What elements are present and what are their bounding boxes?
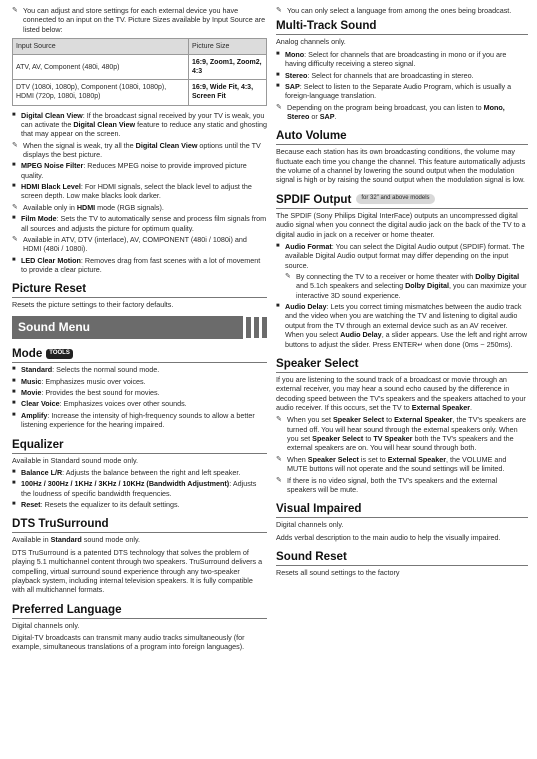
square-bullet-icon: ■	[12, 111, 16, 118]
paragraph: Available in Standard sound mode only.	[12, 535, 140, 545]
paragraph: Available in Standard sound mode only.	[12, 455, 138, 465]
note	[12, 203, 267, 212]
paragraph: Digital channels only.	[276, 520, 344, 530]
section-heading-dts: DTS TruSurround	[12, 516, 267, 533]
note-pencil-icon: ✎	[276, 455, 282, 463]
square-bullet-icon: ■	[12, 377, 16, 384]
note	[276, 455, 528, 474]
decorative-stripe	[246, 317, 251, 338]
note-text: Available in ATV, DTV (interlace), AV, COMPONENT (480i / 1080i) and HDMI (480i / 1080i).	[23, 234, 247, 254]
left-column	[12, 6, 267, 655]
list-item-text: Clear Voice: Emphasizes voices over other sounds.	[21, 399, 187, 409]
note-pencil-icon: ✎	[276, 476, 282, 484]
note-text: Available only in HDMI mode (RGB signals).	[23, 202, 164, 212]
paragraph: The SPDIF (Sony Philips Digital InterFace) outputs an uncompressed digital audio signal when you connect the digital audio jack on the back of the TV to a digital audio in jack on a receiver or home theater.	[276, 210, 526, 239]
note-pencil-icon: ✎	[276, 416, 282, 424]
square-bullet-icon: ■	[12, 183, 16, 190]
note-pencil-icon: ✎	[12, 7, 18, 14]
table-cell: ATV, AV, Component (480i, 480p)	[13, 55, 189, 80]
note-pencil-icon: ✎	[12, 203, 18, 211]
paragraph: Because each station has its own broadcasting conditions, the volume may fluctuate each time you change the channel. This feature automatically adjusts the volume of a channel by lowering the sound output when the modulation signal is high or by raising the sound output when the modulation signal is low.	[276, 147, 526, 185]
square-bullet-icon: ■	[276, 50, 280, 57]
paragraph: Resets the picture settings to their factory defaults.	[12, 300, 174, 310]
list-item-text: SAP: Select to listen to the Separate Audio Program, which is usually a foreign-language translation.	[285, 81, 512, 101]
paragraph: Digital channels only.	[12, 620, 80, 630]
list-item	[276, 302, 528, 349]
note-pencil-icon: ✎	[276, 7, 282, 14]
note-text: Depending on the program being broadcast, you can listen to Mono, Stereo or SAP.	[287, 102, 505, 121]
paragraph: Adds verbal description to the main audio to help the visually impaired.	[276, 532, 501, 542]
list-item	[12, 365, 267, 374]
model-badge: for 32" and above models	[356, 194, 434, 204]
note-text: You can only select a language from among the ones being broadcast.	[287, 6, 512, 15]
list-item-text: Amplify: Increase the intensity of high-frequency sounds to allow a better listening experience for the hearing impaired.	[21, 410, 255, 430]
decorative-stripe	[254, 317, 259, 338]
square-bullet-icon: ■	[12, 501, 16, 508]
list-item-text: Mono: Select for channels that are broadcasting in mono or if you are having difficulty receiving a stereo signal.	[285, 49, 507, 69]
square-bullet-icon: ■	[276, 71, 280, 78]
table-cell: 16:9, Wide Fit, 4:3, Screen Fit	[189, 80, 267, 105]
section-heading-equalizer: Equalizer	[12, 437, 267, 454]
list-item-text: Movie: Provides the best sound for movies.	[21, 388, 160, 398]
paragraph: If you are listening to the sound track of a broadcast or movie through an external receiver, you may hear a sound echo caused by the difference in decoding speed between the TV's speakers and the speakers attached to your audio receiver. If this occurs, set the TV to External Speaker.	[276, 374, 526, 413]
table-header: Picture Size	[189, 39, 267, 55]
section-heading-speaker-select: Speaker Select	[276, 356, 528, 373]
note-pencil-icon: ✎	[276, 103, 282, 111]
square-bullet-icon: ■	[12, 389, 16, 396]
square-bullet-icon: ■	[276, 242, 280, 249]
decorative-stripe	[262, 317, 267, 338]
square-bullet-icon: ■	[12, 400, 16, 407]
list-item	[12, 256, 267, 275]
note	[12, 6, 267, 34]
list-item-text: 100Hz / 300Hz / 1KHz / 3KHz / 10KHz (Bandwidth Adjustment): Adjusts the loudness of specific bandwidth frequencies.	[21, 479, 257, 498]
section-heading-multi-track-sound: Multi-Track Sound	[276, 18, 528, 35]
list-item	[12, 411, 267, 430]
section-heading-picture-reset: Picture Reset	[12, 281, 267, 298]
right-column	[276, 6, 528, 580]
list-item-text: LED Clear Motion: Removes drag from fast scenes with a lot of movement to provide a clear picture.	[21, 255, 261, 274]
paragraph: Digital-TV broadcasts can transmit many audio tracks simultaneously (for example, simultaneous translations of a program into foreign languages).	[12, 633, 245, 652]
list-item	[12, 182, 267, 201]
list-item	[276, 242, 528, 270]
paragraph: Analog channels only.	[276, 37, 346, 47]
note-text: If there is no video signal, both the TV's speakers and the external speakers will be mute.	[287, 475, 498, 494]
list-item	[12, 161, 267, 180]
table-header-row	[13, 39, 267, 55]
note	[276, 415, 528, 452]
note-text: When you set Speaker Select to External Speaker, the TV's speakers are turned off. You will hear sound through the external speakers only. When you set Speaker Select to TV Speaker both the TV's speakers and the external speakers are on. You will hear sound through both.	[287, 415, 527, 453]
list-item-text: Balance L/R: Adjusts the balance between the right and left speaker.	[21, 467, 241, 477]
square-bullet-icon: ■	[12, 256, 16, 263]
list-item	[12, 468, 267, 477]
note	[285, 272, 528, 300]
picture-size-table	[12, 38, 267, 105]
table-row	[13, 55, 267, 80]
list-item	[276, 71, 528, 80]
square-bullet-icon: ■	[276, 82, 280, 89]
square-bullet-icon: ■	[12, 215, 16, 222]
list-item-text: Audio Delay: Lets you correct timing mismatches between the audio track and the video when you are watching the TV and listening to digital audio output from the TV through an external device such as an AV receiver. When you select Audio Delay, a slider appears. Use the left and right arrow buttons to adjust the slider. Press ENTER↵ when done (0ms ~ 250ms).	[285, 302, 528, 349]
list-item-text: HDMI Black Level: For HDMI signals, select the black level to adjust the screen depth. Low make blacks look darker.	[21, 182, 252, 201]
section-heading-visual-impaired: Visual Impaired	[276, 501, 528, 518]
note	[276, 476, 528, 495]
list-item	[276, 82, 528, 101]
note-text: When the signal is weak, try all the Digital Clean View options until the TV displays the best picture.	[23, 140, 261, 159]
list-item	[12, 479, 267, 498]
list-item-text: Music: Emphasizes music over voices.	[21, 376, 146, 386]
square-bullet-icon: ■	[12, 480, 16, 487]
list-item	[12, 214, 267, 233]
note	[12, 235, 267, 254]
list-item-text: Film Mode: Sets the TV to automatically sense and process film signals from all sources and adjusts the picture for optimum quality.	[21, 214, 267, 233]
note	[276, 6, 528, 15]
note-text: When Speaker Select is set to External Speaker, the VOLUME and MUTE buttons will not operate and the sound settings will be limited.	[287, 454, 507, 474]
section-heading-spdif-output: SPDIF Output for 32" and above models	[276, 192, 528, 209]
list-item-text: Reset: Resets the equalizer to its default settings.	[21, 500, 180, 510]
section-heading-auto-volume: Auto Volume	[276, 128, 528, 145]
list-item-text: Stereo: Select for channels that are broadcasting in stereo.	[285, 70, 474, 80]
table-row	[13, 80, 267, 105]
section-heading-sound-reset: Sound Reset	[276, 549, 528, 566]
section-heading-mode: Mode TOOLS	[12, 346, 267, 363]
sound-menu-banner	[12, 316, 267, 340]
note-pencil-icon: ✎	[12, 235, 18, 243]
note-pencil-icon: ✎	[12, 141, 18, 149]
note-pencil-icon: ✎	[285, 273, 291, 281]
list-item	[276, 50, 528, 69]
square-bullet-icon: ■	[12, 366, 16, 373]
section-heading-preferred-language: Preferred Language	[12, 602, 267, 619]
list-item-text: Digital Clean View: If the broadcast signal received by your TV is weak, you can activate the Digital Clean View feature to reduce any static and ghosting that may appear on the screen.	[21, 110, 267, 139]
note	[12, 141, 267, 160]
list-item	[12, 388, 267, 397]
list-item	[12, 377, 267, 386]
tools-badge: TOOLS	[46, 349, 73, 359]
square-bullet-icon: ■	[12, 468, 16, 475]
note-text: By connecting the TV to a receiver or home theater with Dolby Digital and 5.1ch speakers and selecting Dolby Digital, you can maximize your interactive 3D sound experience.	[296, 272, 527, 300]
enter-icon: ↵	[417, 339, 424, 349]
menu-title: Sound Menu	[12, 316, 243, 340]
list-item-text: Standard: Selects the normal sound mode.	[21, 365, 160, 375]
list-item	[12, 399, 267, 408]
note-text: You can adjust and store settings for each external device you have connected to an input on the TV. Picture Sizes available by Input Source are listed below:	[23, 6, 266, 34]
square-bullet-icon: ■	[12, 162, 16, 169]
table-cell: DTV (1080i, 1080p), Component (1080i, 1080p), HDMI (720p, 1080i, 1080p)	[13, 80, 189, 105]
table-cell: 16:9, Zoom1, Zoom2, 4:3	[189, 55, 267, 80]
list-item-text: Audio Format: You can select the Digital Audio output (SPDIF) format. The available Digital Audio output format may differ depending on the input source.	[285, 241, 525, 270]
table-header: Input Source	[13, 39, 189, 55]
list-item	[12, 500, 267, 509]
paragraph: DTS TruSurround is a patented DTS technology that solves the problem of playing 5.1 multichannel content through two speakers. TruSurround delivers a compelling, virtual surround sound experience through any two-speaker playback system, including internal television speakers. It is fully compatible with all multichannel formats.	[12, 547, 263, 595]
square-bullet-icon: ■	[276, 303, 280, 310]
list-item	[12, 111, 267, 139]
note	[276, 103, 528, 122]
paragraph: Resets all sound settings to the factory	[276, 568, 400, 578]
square-bullet-icon: ■	[12, 411, 16, 418]
list-item-text: MPEG Noise Filter: Reduces MPEG noise to provide improved picture quality.	[21, 161, 247, 180]
